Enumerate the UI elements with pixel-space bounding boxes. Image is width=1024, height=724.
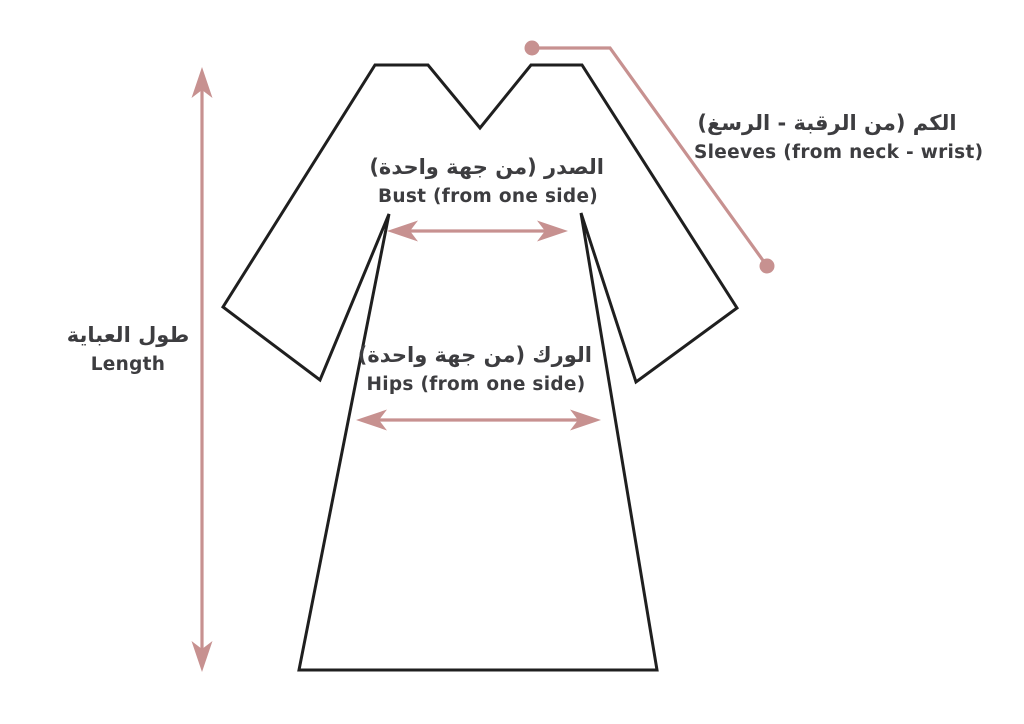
sleeves-label	[694, 108, 984, 167]
length-label-english: Length	[90, 354, 166, 375]
hips-label-english: Hips (from one side)	[366, 374, 586, 395]
bust-label-arabic: الصدر (من جهة واحدة)	[369, 155, 604, 179]
length-label	[38, 320, 218, 379]
sleeves-label-arabic: الكم (من الرقبة - الرسغ)	[697, 111, 957, 135]
length-label-arabic: طول العباية	[66, 323, 190, 347]
bust-arrow	[387, 221, 568, 242]
bust-label	[369, 152, 604, 211]
sleeves-label-english: Sleeves (from neck - wrist)	[694, 142, 984, 163]
hips-arrow	[356, 410, 601, 431]
bust-label-english: Bust (from one side)	[377, 186, 599, 207]
hips-label	[357, 340, 592, 399]
hips-label-arabic: الورك (من جهة واحدة)	[357, 343, 592, 367]
